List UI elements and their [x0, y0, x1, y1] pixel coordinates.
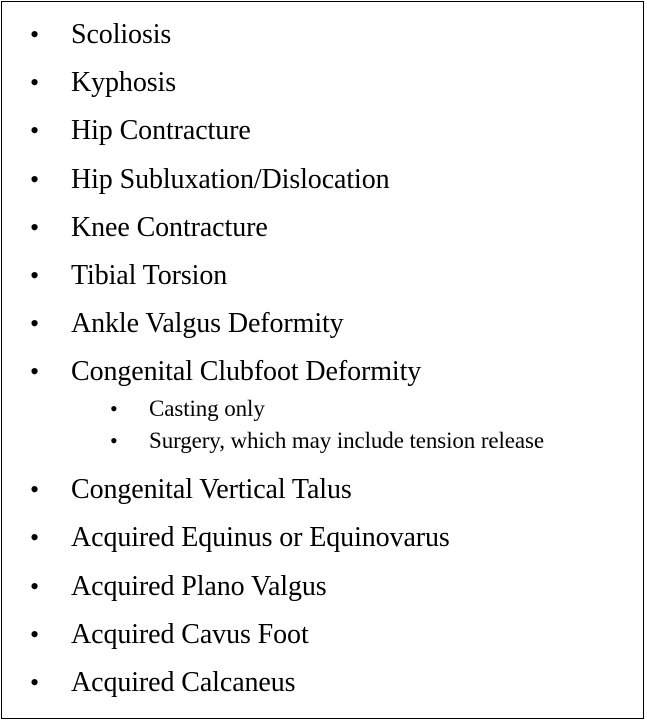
list-item-label: Ankle Valgus Deformity [71, 308, 344, 339]
sub-list-item-label: Casting only [149, 396, 265, 421]
sub-list-item-label: Surgery, which may include tension release [149, 428, 544, 453]
bullet-icon: • [30, 261, 40, 290]
list-item-label: Acquired Calcaneus [71, 667, 296, 698]
bullet-icon: • [30, 357, 40, 386]
bordered-list-box [1, 1, 644, 719]
list-item-label: Congenital Vertical Talus [71, 474, 352, 505]
list-item-label: Hip Contracture [71, 115, 251, 146]
bullet-icon: • [30, 572, 40, 601]
bullet-icon: • [110, 396, 118, 421]
condition-list [2, 2, 643, 718]
list-item-label: Kyphosis [71, 67, 176, 98]
bullet-icon: • [30, 620, 40, 649]
bullet-icon: • [30, 116, 40, 145]
list-item-label: Acquired Equinus or Equinovarus [71, 522, 450, 553]
bullet-icon: • [30, 523, 40, 552]
list-item-label: Knee Contracture [71, 212, 268, 243]
bullet-icon: • [30, 213, 40, 242]
bullet-icon: • [30, 668, 40, 697]
bullet-icon: • [30, 165, 40, 194]
bullet-icon: • [30, 309, 40, 338]
bullet-icon: • [30, 68, 40, 97]
list-item-label: Acquired Cavus Foot [71, 619, 309, 650]
list-item-label: Tibial Torsion [71, 260, 228, 291]
list-item-label: Scoliosis [71, 19, 172, 50]
list-item-label: Hip Subluxation/Dislocation [71, 164, 390, 195]
list-item-label: Acquired Plano Valgus [71, 571, 327, 602]
list-item-label: Congenital Clubfoot Deformity [71, 356, 422, 387]
bullet-icon: • [30, 20, 40, 49]
bullet-icon: • [30, 475, 40, 504]
bullet-icon: • [110, 428, 118, 453]
